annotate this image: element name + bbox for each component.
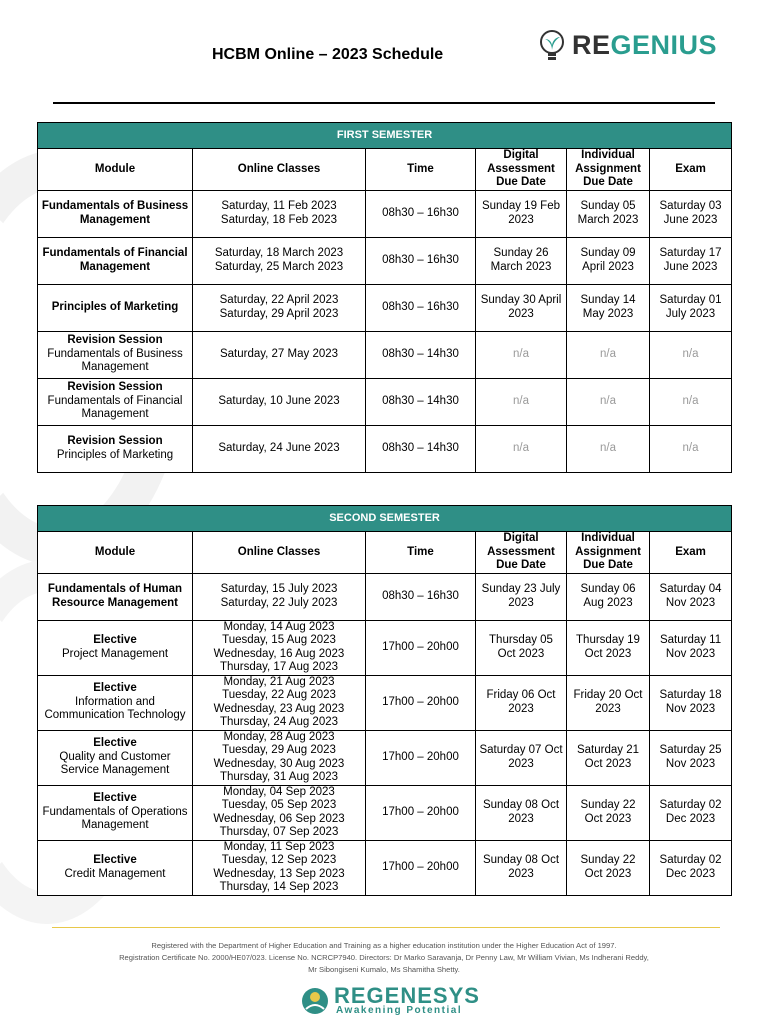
digital-assessment-cell: n/a: [476, 331, 567, 378]
column-header: Module: [38, 532, 193, 574]
column-header: Time: [366, 532, 476, 574]
footer-divider: [52, 927, 720, 928]
module-cell: Revision Session Fundamentals of Business Management: [38, 331, 193, 378]
table-header-row: [38, 532, 732, 574]
table-row: [38, 620, 732, 675]
assignment-cell: Friday 20 Oct 2023: [567, 675, 650, 730]
online-classes-cell: Monday, 28 Aug 2023 Tuesday, 29 Aug 2023 Wednesday, 30 Aug 2023 Thursday, 31 Aug 2023: [193, 730, 366, 785]
online-classes-cell: Saturday, 11 Feb 2023 Saturday, 18 Feb 2023: [193, 190, 366, 237]
table-row: [38, 840, 732, 895]
digital-assessment-cell: Sunday 19 Feb 2023: [476, 190, 567, 237]
online-classes-cell: Saturday, 18 March 2023 Saturday, 25 March 2023: [193, 237, 366, 284]
time-cell: 08h30 – 16h30: [366, 190, 476, 237]
table-row: [38, 284, 732, 331]
time-cell: 08h30 – 14h30: [366, 331, 476, 378]
table-row: [38, 237, 732, 284]
digital-assessment-cell: Thursday 05 Oct 2023: [476, 620, 567, 675]
assignment-cell: Sunday 05 March 2023: [567, 190, 650, 237]
logo-tagline: Awakening Potential: [336, 1005, 463, 1016]
column-header: Digital Assessment Due Date: [476, 149, 567, 191]
assignment-cell: Saturday 21 Oct 2023: [567, 730, 650, 785]
time-cell: 17h00 – 20h00: [366, 675, 476, 730]
online-classes-cell: Monday, 11 Sep 2023 Tuesday, 12 Sep 2023 Wednesday, 13 Sep 2023 Thursday, 14 Sep 2023: [193, 840, 366, 895]
column-header: Digital Assessment Due Date: [476, 532, 567, 574]
time-cell: 17h00 – 20h00: [366, 620, 476, 675]
exam-cell: Saturday 03 June 2023: [650, 190, 732, 237]
module-cell: Elective Quality and Customer Service Management: [38, 730, 193, 785]
table-row: [38, 190, 732, 237]
time-cell: 17h00 – 20h00: [366, 840, 476, 895]
footer-line: Registered with the Department of Higher Education and Training as a higher education institution under the Higher Education Act of 1997.: [151, 941, 617, 950]
digital-assessment-cell: Saturday 07 Oct 2023: [476, 730, 567, 785]
regenius-logo: [538, 28, 728, 68]
module-cell: Elective Fundamentals of Operations Management: [38, 785, 193, 840]
table-header-row: [38, 149, 732, 191]
module-cell: Elective Information and Communication Technology: [38, 675, 193, 730]
digital-assessment-cell: Friday 06 Oct 2023: [476, 675, 567, 730]
exam-cell: Saturday 02 Dec 2023: [650, 840, 732, 895]
column-header: Individual Assignment Due Date: [567, 532, 650, 574]
online-classes-cell: Monday, 04 Sep 2023 Tuesday, 05 Sep 2023 Wednesday, 06 Sep 2023 Thursday, 07 Sep 2023: [193, 785, 366, 840]
time-cell: 08h30 – 14h30: [366, 425, 476, 472]
table-row: [38, 785, 732, 840]
time-cell: 17h00 – 20h00: [366, 730, 476, 785]
exam-cell: n/a: [650, 378, 732, 425]
time-cell: 17h00 – 20h00: [366, 785, 476, 840]
footer-line: Mr Sibongiseni Kumalo, Ms Shamitha Shetty.: [308, 965, 460, 974]
module-cell: Revision Session Principles of Marketing: [38, 425, 193, 472]
column-header: Time: [366, 149, 476, 191]
semester-title: FIRST SEMESTER: [38, 123, 732, 149]
assignment-cell: Sunday 22 Oct 2023: [567, 840, 650, 895]
column-header: Individual Assignment Due Date: [567, 149, 650, 191]
module-cell: Principles of Marketing: [38, 284, 193, 331]
table-row: [38, 730, 732, 785]
table-row: [38, 573, 732, 620]
digital-assessment-cell: n/a: [476, 378, 567, 425]
digital-assessment-cell: Sunday 08 Oct 2023: [476, 840, 567, 895]
digital-assessment-cell: Sunday 30 April 2023: [476, 284, 567, 331]
column-header: Exam: [650, 149, 732, 191]
module-cell: Elective Project Management: [38, 620, 193, 675]
semester-title: SECOND SEMESTER: [38, 506, 732, 532]
logo-wordmark: REGENIUS: [572, 30, 718, 60]
exam-cell: n/a: [650, 425, 732, 472]
exam-cell: Saturday 04 Nov 2023: [650, 573, 732, 620]
time-cell: 08h30 – 16h30: [366, 284, 476, 331]
regenesys-logo: [300, 983, 480, 1019]
online-classes-cell: Saturday, 27 May 2023: [193, 331, 366, 378]
module-cell: Fundamentals of Financial Management: [38, 237, 193, 284]
table-row: [38, 331, 732, 378]
online-classes-cell: Monday, 14 Aug 2023 Tuesday, 15 Aug 2023 Wednesday, 16 Aug 2023 Thursday, 17 Aug 2023: [193, 620, 366, 675]
module-cell: Revision Session Fundamentals of Financial Management: [38, 378, 193, 425]
module-cell: Fundamentals of Human Resource Management: [38, 573, 193, 620]
time-cell: 08h30 – 16h30: [366, 573, 476, 620]
time-cell: 08h30 – 16h30: [366, 237, 476, 284]
logo-wordmark: REGENESYS: [334, 983, 480, 1008]
column-header: Online Classes: [193, 149, 366, 191]
online-classes-cell: Saturday, 24 June 2023: [193, 425, 366, 472]
digital-assessment-cell: Sunday 23 July 2023: [476, 573, 567, 620]
digital-assessment-cell: n/a: [476, 425, 567, 472]
assignment-cell: Sunday 06 Aug 2023: [567, 573, 650, 620]
assignment-cell: n/a: [567, 331, 650, 378]
second-semester-table: [37, 505, 732, 896]
online-classes-cell: Saturday, 22 April 2023 Saturday, 29 April 2023: [193, 284, 366, 331]
first-semester-table: [37, 122, 732, 473]
title-divider: [53, 102, 715, 104]
page-title: HCBM Online – 2023 Schedule: [212, 46, 444, 63]
online-classes-cell: Monday, 21 Aug 2023 Tuesday, 22 Aug 2023 Wednesday, 23 Aug 2023 Thursday, 24 Aug 2023: [193, 675, 366, 730]
table-row: [38, 425, 732, 472]
online-classes-cell: Saturday, 10 June 2023: [193, 378, 366, 425]
module-cell: Fundamentals of Business Management: [38, 190, 193, 237]
exam-cell: Saturday 11 Nov 2023: [650, 620, 732, 675]
exam-cell: Saturday 02 Dec 2023: [650, 785, 732, 840]
assignment-cell: Sunday 09 April 2023: [567, 237, 650, 284]
column-header: Online Classes: [193, 532, 366, 574]
column-header: Module: [38, 149, 193, 191]
exam-cell: Saturday 25 Nov 2023: [650, 730, 732, 785]
digital-assessment-cell: Sunday 26 March 2023: [476, 237, 567, 284]
time-cell: 08h30 – 14h30: [366, 378, 476, 425]
online-classes-cell: Saturday, 15 July 2023 Saturday, 22 July 2023: [193, 573, 366, 620]
assignment-cell: n/a: [567, 378, 650, 425]
exam-cell: Saturday 18 Nov 2023: [650, 675, 732, 730]
assignment-cell: Sunday 14 May 2023: [567, 284, 650, 331]
exam-cell: Saturday 17 June 2023: [650, 237, 732, 284]
table-row: [38, 675, 732, 730]
exam-cell: Saturday 01 July 2023: [650, 284, 732, 331]
footer-line: Registration Certificate No. 2000/HE07/023. License No. NCRCP7940. Directors: Dr Marko Saravanja, Dr Penny Law, Mr William Vivian, Ms Indherani Reddy,: [119, 953, 649, 962]
regenesys-emblem-icon: [300, 985, 330, 1017]
footer-text: [40, 940, 728, 976]
lightbulb-icon: [538, 28, 568, 66]
table-row: [38, 378, 732, 425]
module-cell: Elective Credit Management: [38, 840, 193, 895]
exam-cell: n/a: [650, 331, 732, 378]
assignment-cell: n/a: [567, 425, 650, 472]
assignment-cell: Thursday 19 Oct 2023: [567, 620, 650, 675]
digital-assessment-cell: Sunday 08 Oct 2023: [476, 785, 567, 840]
assignment-cell: Sunday 22 Oct 2023: [567, 785, 650, 840]
column-header: Exam: [650, 532, 732, 574]
